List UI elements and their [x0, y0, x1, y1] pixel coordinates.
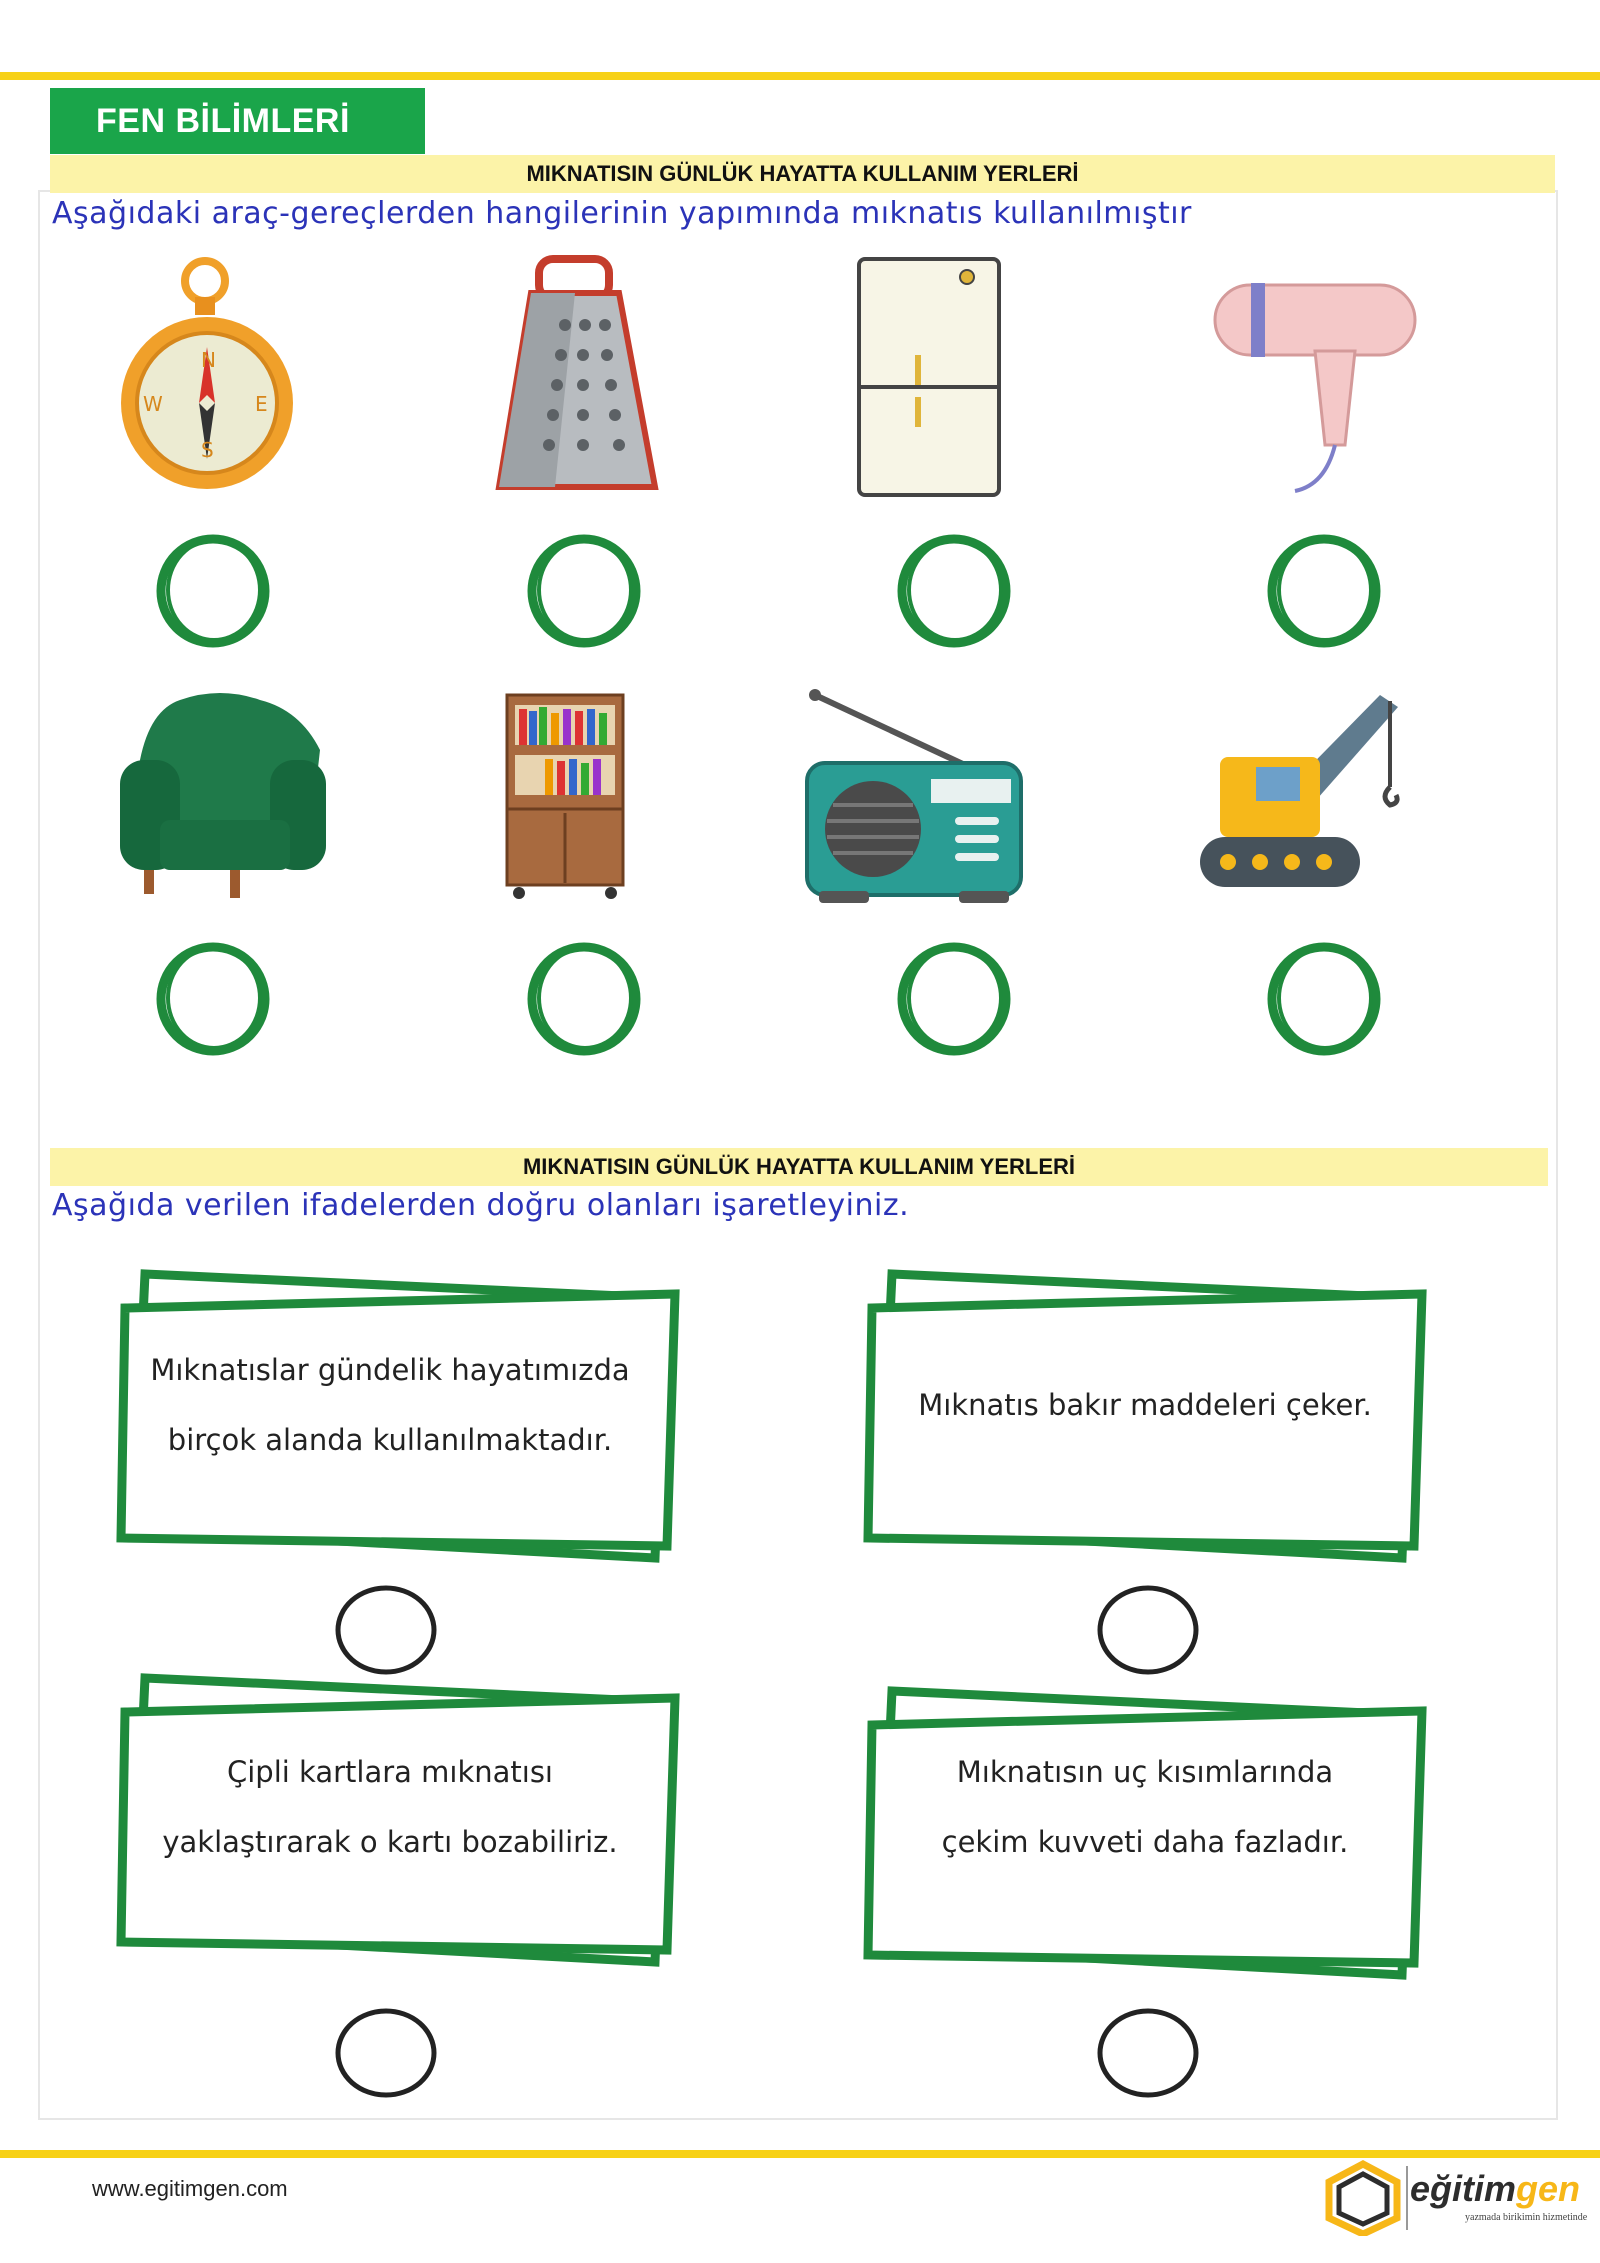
answer-ring[interactable] [1263, 530, 1385, 652]
answer-circle[interactable] [1095, 2005, 1201, 2101]
footer-url[interactable]: www.egitimgen.com [92, 2176, 288, 2201]
section2-title: MIKNATISIN GÜNLÜK HAYATTA KULLANIM YERLERİ [50, 1148, 1548, 1186]
refrigerator-icon [855, 255, 1005, 500]
statement-text: Çipli kartlara mıknatısı yaklaştırarak o kartı bozabiliriz. [162, 1755, 618, 1859]
svg-text:N: N [201, 348, 216, 372]
answer-circle[interactable] [333, 1582, 439, 1678]
answer-circle[interactable] [1095, 1582, 1201, 1678]
logo-wordmark: eğitimgen [1410, 2168, 1581, 2209]
answer-ring[interactable] [152, 938, 274, 1060]
svg-text:E: E [255, 392, 268, 416]
svg-text:W: W [143, 392, 163, 416]
answer-ring[interactable] [523, 530, 645, 652]
statement-text: Mıknatısın uç kısımlarında çekim kuvveti daha fazladır. [941, 1755, 1349, 1859]
answer-ring[interactable] [523, 938, 645, 1060]
crane-icon [1200, 687, 1422, 912]
bookshelf-icon [505, 693, 625, 903]
answer-ring[interactable] [893, 938, 1015, 1060]
answer-circle[interactable] [333, 2005, 439, 2101]
answer-ring[interactable] [1263, 938, 1385, 1060]
section1-instruction: Aşağıdaki araç-gereçlerden hangilerinin yapımında mıknatıs kullanılmıştır [52, 196, 1192, 231]
answer-ring[interactable] [893, 530, 1015, 652]
logo-tagline: yazmada birikimin hizmetinde [1465, 2212, 1588, 2223]
answer-ring[interactable] [152, 530, 274, 652]
svg-text:S: S [201, 438, 214, 462]
section2-instruction: Aşağıda verilen ifadelerden doğru olanları işaretleyiniz. [52, 1188, 910, 1223]
subject-tab: FEN BİLİMLERİ [50, 88, 425, 154]
grater-icon [495, 255, 660, 500]
radio-icon [805, 685, 1023, 910]
bottom-yellow-rule [0, 2150, 1600, 2158]
section1-title: MIKNATISIN GÜNLÜK HAYATTA KULLANIM YERLERİ [50, 155, 1555, 193]
statement-text: Mıknatıslar gündelik hayatımızda birçok alanda kullanılmaktadır. [150, 1353, 630, 1457]
top-yellow-rule [0, 72, 1600, 80]
hair-dryer-icon [1205, 255, 1430, 500]
compass-icon [115, 255, 300, 500]
statement-text: Mıknatıs bakır maddeleri çeker. [918, 1388, 1372, 1422]
armchair-icon [120, 690, 330, 905]
